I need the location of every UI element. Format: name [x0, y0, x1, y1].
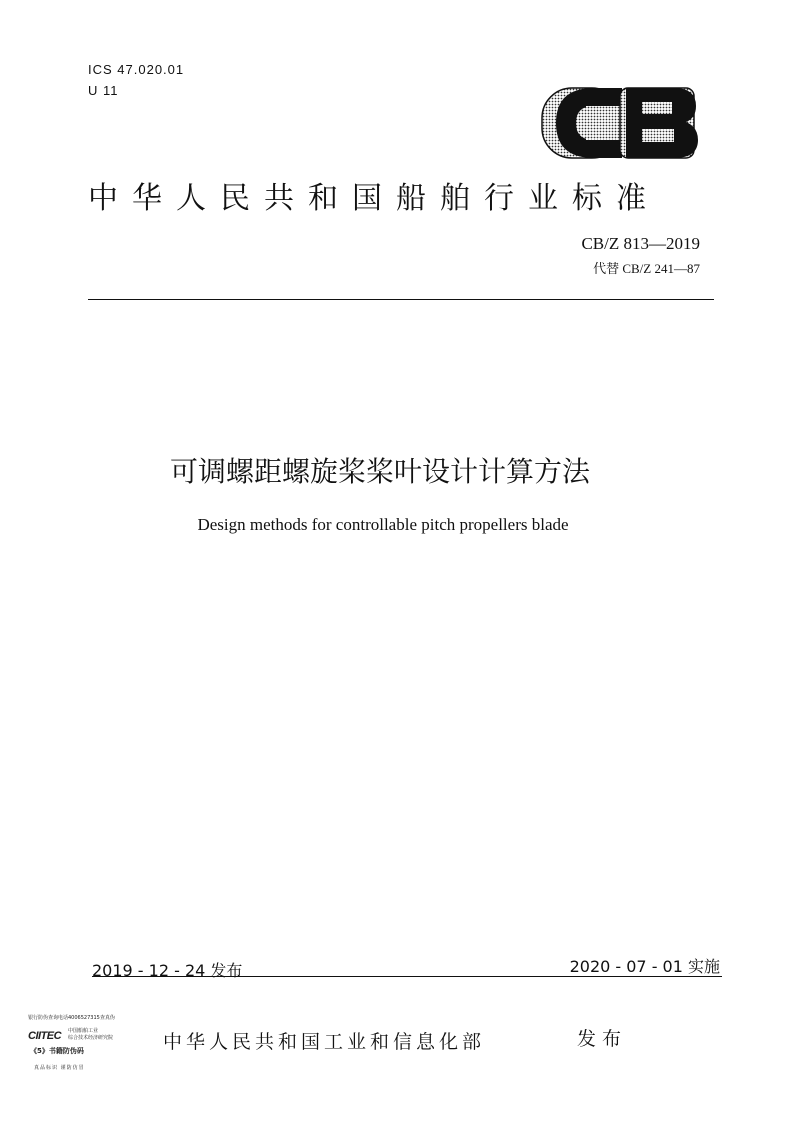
- cb-logo-graphic: [536, 82, 704, 164]
- cb-logo: [536, 82, 704, 164]
- dates-divider: [92, 976, 722, 977]
- stamp-notice: 真品标识 谨防仿冒: [34, 1065, 85, 1071]
- stamp-code: 《5》书籍防伪码: [30, 1047, 84, 1055]
- header-divider: [88, 299, 714, 300]
- ics-code: ICS 47.020.01: [88, 62, 185, 77]
- standard-category-title: 中华人民共和国船舶行业标准: [88, 181, 660, 216]
- stamp-logo: CIITEC: [28, 1030, 62, 1042]
- anti-counterfeit-stamp: [28, 1016, 130, 1074]
- issue-label: 发布: [577, 1028, 628, 1050]
- standard-number: CB/Z 813—2019: [581, 234, 700, 253]
- document-title-en: Design methods for controllable pitch propellers blade: [197, 515, 569, 534]
- issue-date: 2019 - 12 - 24 发布: [92, 961, 243, 980]
- stamp-hotline: 银行防伪查询电话4006527315查真伪: [28, 1015, 115, 1021]
- implementation-date: 2020 - 07 - 01 实施: [569, 957, 720, 976]
- document-title-cn: 可调螺距螺旋桨桨叶设计计算方法: [169, 455, 590, 488]
- stamp-org-line1: 中国船舶工业: [68, 1028, 99, 1034]
- classification-code: U 11: [88, 83, 119, 98]
- stamp-org-line2: 综合技术经济研究院: [68, 1035, 114, 1041]
- issuing-authority: 中华人民共和国工业和信息化部: [163, 1031, 486, 1053]
- replaces-standard: 代替 CB/Z 241—87: [593, 261, 700, 276]
